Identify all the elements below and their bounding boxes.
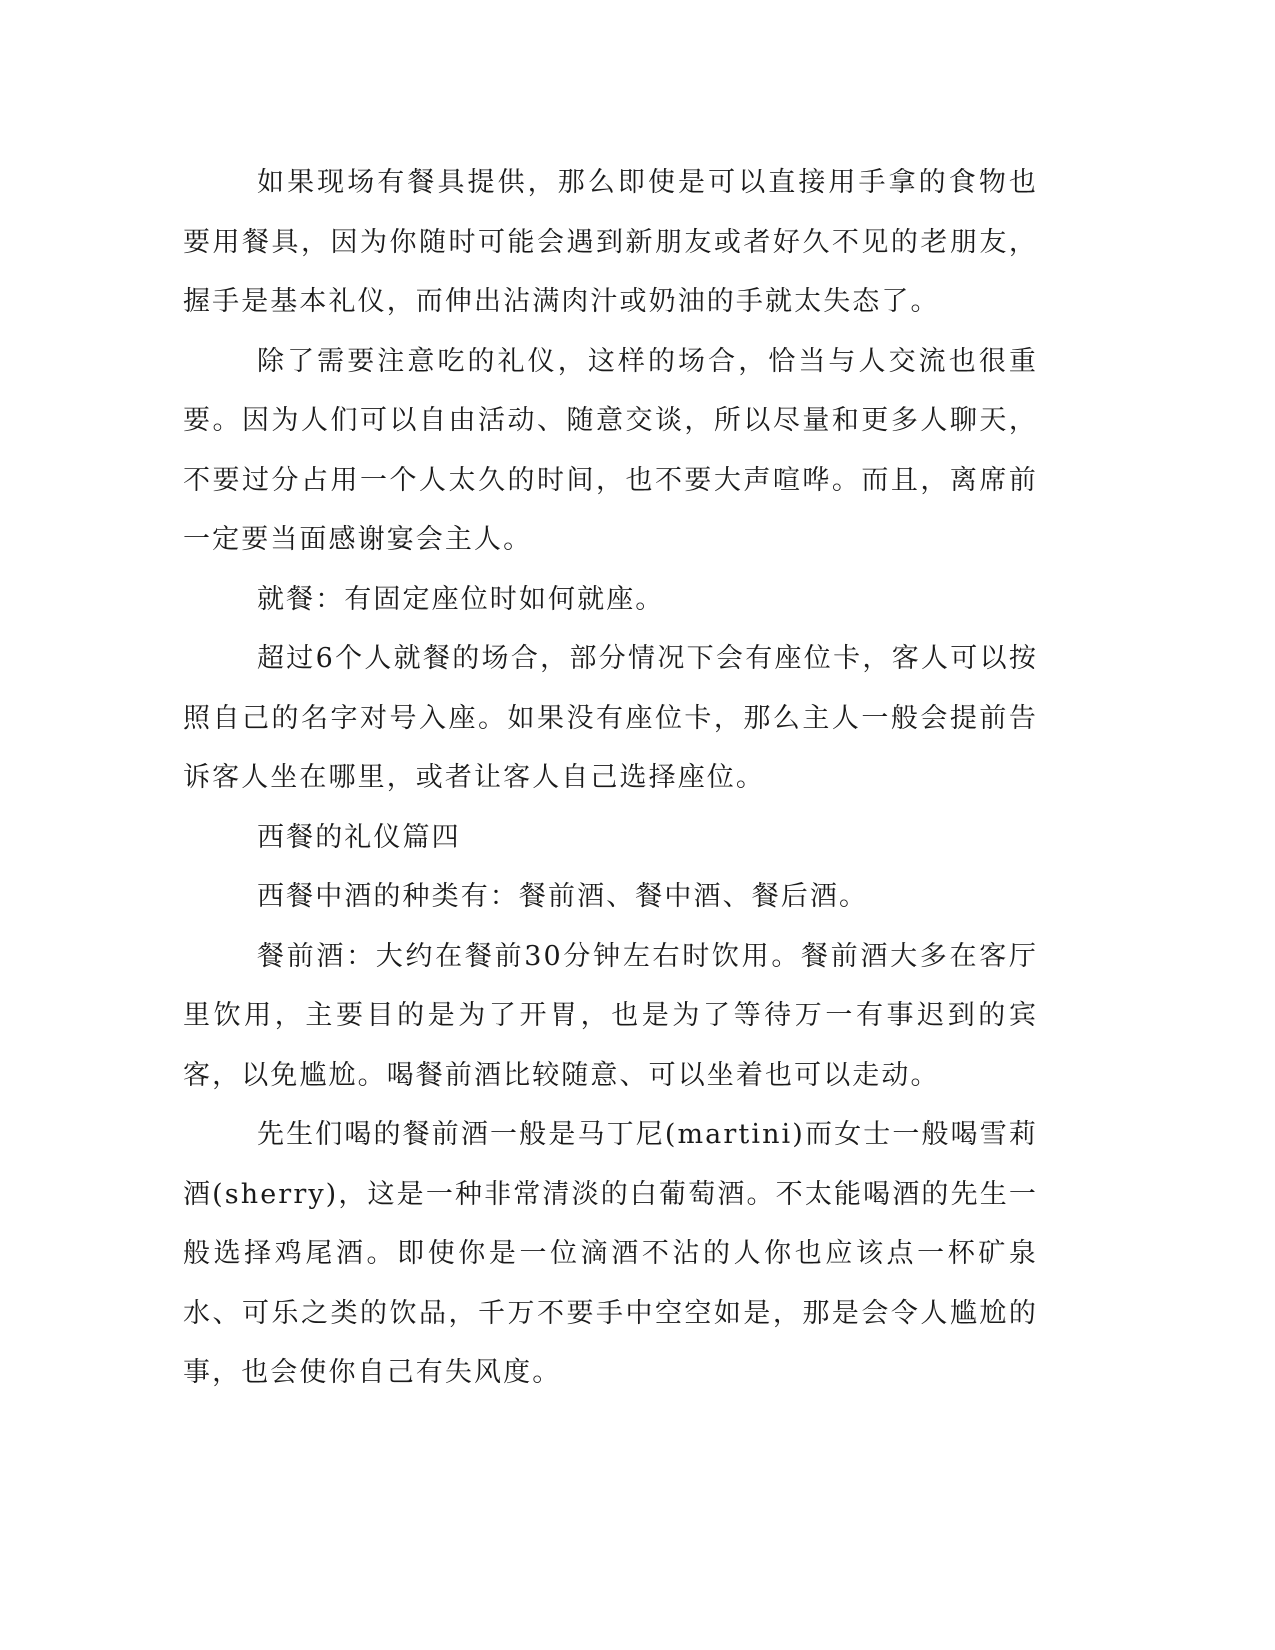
paragraph-buffet-utensils: 如果现场有餐具提供，那么即使是可以直接用手拿的食物也要用餐具，因为你随时可能会遇到新朋友或者好久不见的老朋友，握手是基本礼仪，而伸出沾满肉汁或奶油的手就太失态了。 xyxy=(183,167,1038,317)
document-body xyxy=(183,153,1038,1403)
paragraph-seating-heading: 就餐：有固定座位时如何就座。 xyxy=(257,583,665,615)
paragraph-seating-cards: 超过6个人就餐的场合，部分情况下会有座位卡，客人可以按照自己的名字对号入座。如果没有座位卡，那么主人一般会提前告诉客人坐在哪里，或者让客人自己选择座位。 xyxy=(183,643,1038,793)
section-title: 西餐的礼仪篇四 xyxy=(257,821,461,853)
paragraph-aperitif: 餐前酒：大约在餐前30分钟左右时饮用。餐前酒大多在客厅里饮用，主要目的是为了开胃，也是为了等待万一有事迟到的宾客，以免尴尬。喝餐前酒比较随意、可以坐着也可以走动。 xyxy=(183,940,1038,1091)
paragraph-wine-types: 西餐中酒的种类有：餐前酒、餐中酒、餐后酒。 xyxy=(257,881,869,912)
paragraph-buffet-conversation: 除了需要注意吃的礼仪，这样的场合，恰当与人交流也很重要。因为人们可以自由活动、随意交谈，所以尽量和更多人聊天，不要过分占用一个人太久的时间，也不要大声喧哗。而且，离席前一定要当面感谢宴会主人。 xyxy=(183,345,1038,555)
paragraph-aperitif-choices: 先生们喝的餐前酒一般是马丁尼(martini)而女士一般喝雪莉酒(sherry)，这是一种非常清淡的白葡萄酒。不太能喝酒的先生一般选择鸡尾酒。即使你是一位滴酒不沾的人你也应该点一杯矿泉水、可乐之类的饮品，千万不要手中空空如是，那是会令人尴尬的事，也会使你自己有失风度。 xyxy=(183,1119,1038,1388)
